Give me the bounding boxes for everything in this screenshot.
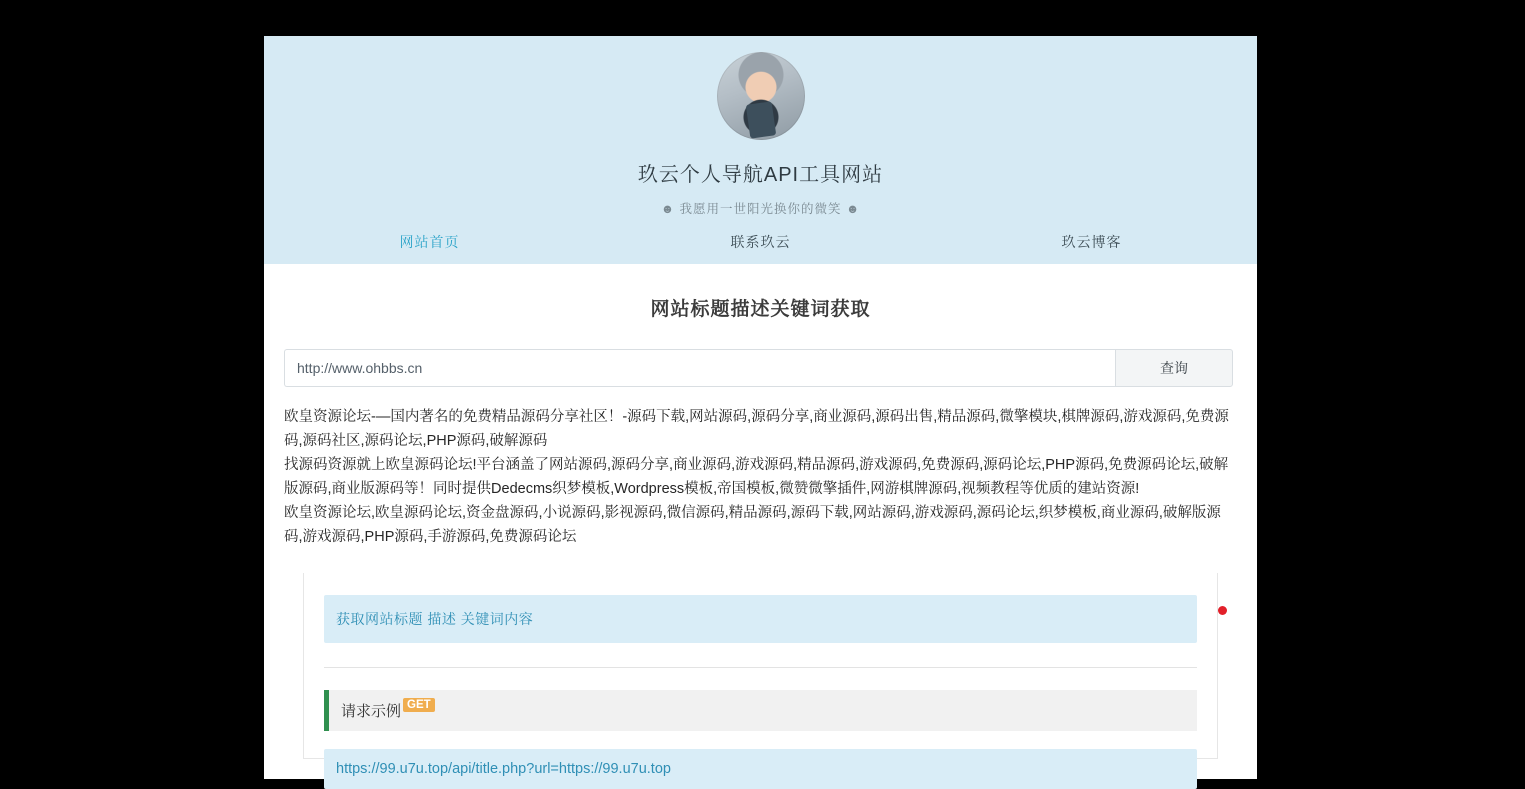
api-doc-card <box>303 573 1218 777</box>
result-text <box>284 405 1239 549</box>
result-line-description: 找源码资源就上欧皇源码论坛!平台涵盖了网站源码,源码分享,商业源码,游戏源码,精品源码,游戏源码,免费源码,源码论坛,PHP源码,免费源码论坛,破解版源码,商业版源码等！同时提供Dedecms织梦模板,Wordpress模板,帝国模板,微赞微擎插件,网游棋牌源码,视频教程等优质的建站资源! <box>284 457 1229 497</box>
site-header <box>264 36 1257 264</box>
main-content <box>264 294 1257 777</box>
result-line-keywords: 欧皇资源论坛,欧皇源码论坛,资金盘源码,小说源码,影视源码,微信源码,精品源码,源码下载,网站源码,游戏源码,源码论坛,织梦模板,商业源码,破解版源码,游戏源码,PHP源码,手游源码,免费源码论坛 <box>284 505 1221 545</box>
nav-item-contact[interactable]: 联系玖云 <box>730 234 791 250</box>
request-example-label: 请求示例 <box>341 703 402 720</box>
url-input[interactable] <box>284 349 1115 387</box>
page-title: 网站标题描述关键词获取 <box>650 299 871 320</box>
request-example-header <box>324 690 1197 731</box>
site-slogan: ☻ 我愿用一世阳光换你的微笑 ☻ <box>660 202 861 216</box>
notification-dot <box>1218 606 1227 615</box>
api-banner: 获取网站标题 描述 关键词内容 <box>324 595 1197 643</box>
query-button[interactable]: 查询 <box>1115 349 1233 387</box>
nav-item-home[interactable]: 网站首页 <box>399 234 460 250</box>
site-title: 玖云个人导航API工具网站 <box>637 164 884 186</box>
api-url[interactable]: https://99.u7u.top/api/title.php?url=https://99.u7u.top <box>324 749 1197 789</box>
query-bar <box>284 349 1233 387</box>
divider <box>324 667 1197 668</box>
main-nav <box>264 232 1257 252</box>
avatar <box>717 52 805 140</box>
result-line-title: 欧皇资源论坛-—国内著名的免费精品源码分享社区！-源码下载,网站源码,源码分享,商业源码,源码出售,精品源码,微擎模块,棋牌源码,游戏源码,免费源码,源码社区,源码论坛,PHP源码,破解源码 <box>284 409 1229 449</box>
http-method-badge: GET <box>403 698 435 712</box>
nav-item-blog[interactable]: 玖云博客 <box>1061 234 1122 250</box>
browser-page <box>264 36 1257 779</box>
